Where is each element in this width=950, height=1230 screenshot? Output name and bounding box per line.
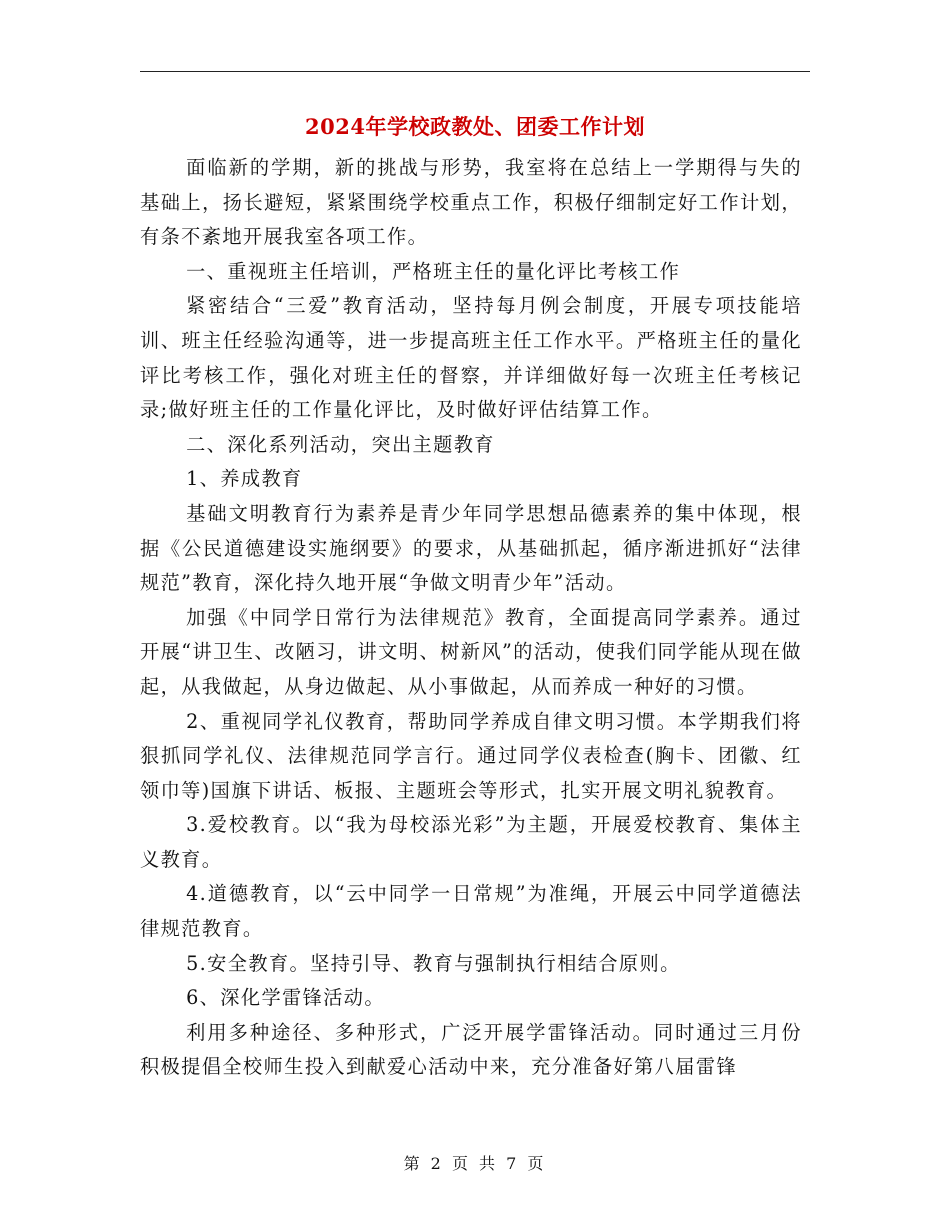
subsection-heading: 6、深化学雷锋活动。 (186, 986, 385, 1010)
document-body (140, 151, 802, 1085)
paragraph: 紧密结合“三爱”教育活动，坚持每月例会制度，开展专项技能培训、班主任经验沟通等，进一步提高班主任工作水平。严格班主任的量化评比考核工作，强化对班主任的督察，并详细做好每一次班主任考核记录;做好班主任的工作量化评比，及时做好评估结算工作。 (140, 294, 802, 422)
section-heading: 一、重视班主任培训，严格班主任的量化评比考核工作 (186, 259, 681, 283)
paragraph: 面临新的学期，新的挑战与形势，我室将在总结上一学期得与失的基础上，扬长避短，紧紧围绕学校重点工作，积极仔细制定好工作计划，有条不紊地开展我室各项工作。 (140, 156, 802, 249)
paragraph: 3.爱校教育。以“我为母校添光彩”为主题，开展爱校教育、集体主义教育。 (140, 813, 802, 871)
page-footer: 第 2 页 共 7 页 (403, 1154, 547, 1173)
paragraph: 5.安全教育。坚持引导、教育与强制执行相结合原则。 (186, 951, 681, 975)
document-title: 2024年学校政教处、团委工作计划 (305, 114, 645, 139)
paragraph: 加强《中同学日常行为法律规范》教育，全面提高同学素养。通过开展“讲卫生、改陋习，讲文明、树新风”的活动，使我们同学能从现在做起，从我做起，从身边做起、从小事做起，从而养成一种好的习惯。 (140, 605, 802, 698)
subsection-heading: 1、养成教育 (186, 467, 303, 491)
paragraph: 4.道德教育，以“云中同学一日常规”为准绳，开展云中同学道德法律规范教育。 (140, 882, 802, 941)
paragraph: 2、重视同学礼仪教育，帮助同学养成自律文明习惯。本学期我们将狠抓同学礼仪、法律规范同学言行。通过同学仪表检查(胸卡、团徽、红领巾等)国旗下讲话、板报、主题班会等形式，扎实开展文明礼貌教育。 (140, 709, 802, 802)
paragraph: 基础文明教育行为素养是青少年同学思想品德素养的集中体现，根据《公民道德建设实施纲要》的要求，从基础抓起，循序渐进抓好“法律规范”教育，深化持久地开展“争做文明青少年”活动。 (140, 501, 802, 595)
header-rule (140, 71, 810, 72)
paragraph: 利用多种途径、多种形式，广泛开展学雷锋活动。同时通过三月份积极提倡全校师生投入到献爱心活动中来，充分准备好第八届雷锋 (140, 1020, 802, 1079)
section-heading: 二、深化系列活动，突出主题教育 (186, 432, 495, 456)
